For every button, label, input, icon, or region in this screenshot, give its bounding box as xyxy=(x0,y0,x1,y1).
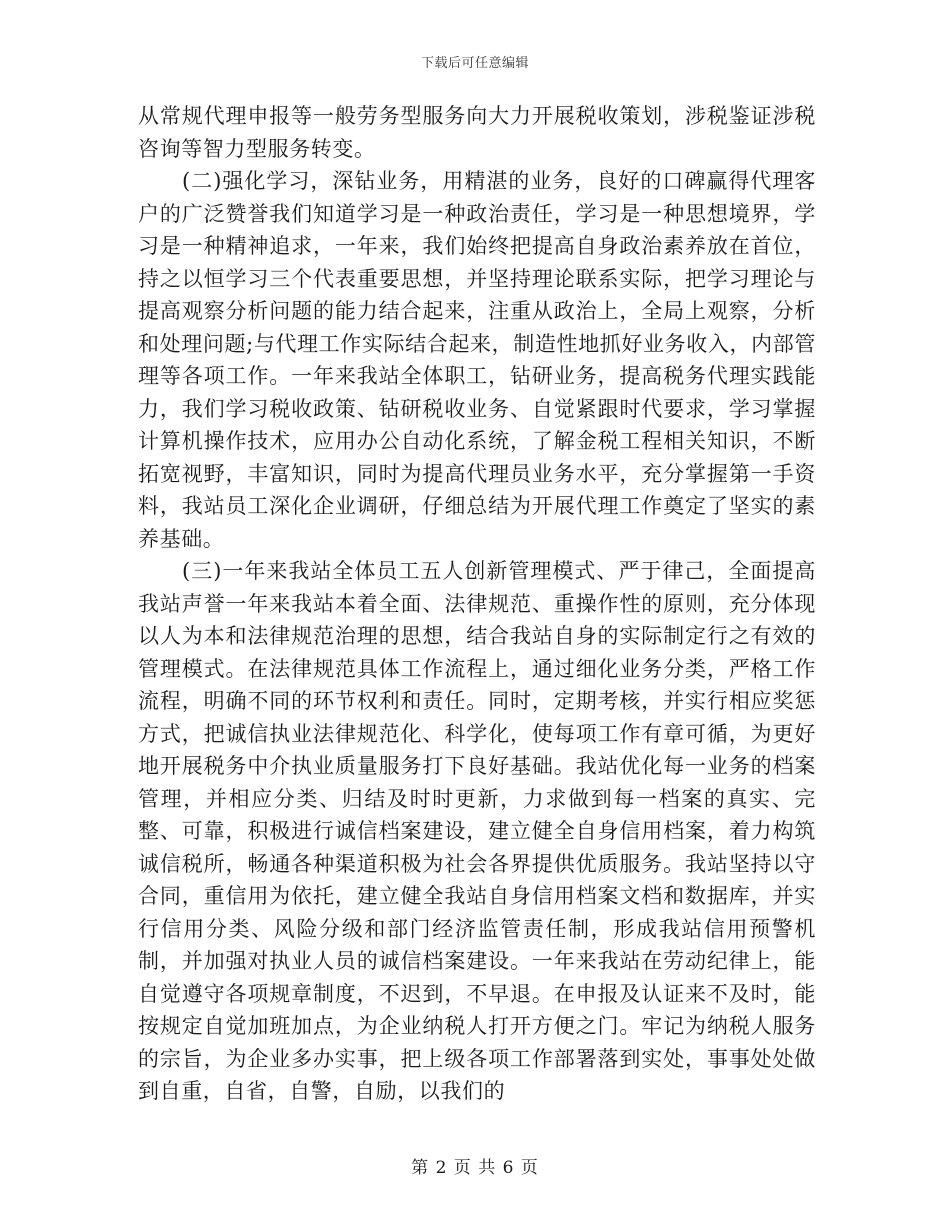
paragraph-section-three: (三)一年来我站全体员工五人创新管理模式、严于律己，全面提高我站声誉一年来我站本着全面、法律规范、重操作性的原则，充分体现以人为本和法律规范治理的思想，结合我站自身的实际制定行之有效的管理模式。在法律规范具体工作流程上，通过细化业务分类，严格工作流程，明确不同的环节权利和责任。同时，定期考核，并实行相应奖惩方式，把诚信执业法律规范化、科学化，使每项工作有章可循，为更好地开展税务中介执业质量服务打下良好基础。我站优化每一业务的档案管理，并相应分类、归结及时时更新，力求做到每一档案的真实、完整、可靠，积极进行诚信档案建设，建立健全自身信用档案，着力构筑诚信税所，畅通各种渠道积极为社会各界提供优质服务。我站坚持以守合同，重信用为依托，建立健全我站自身信用档案文档和数据库，并实行信用分类、风险分级和部门经济监管责任制，形成我站信用预警机制，并加强对执业人员的诚信档案建设。一年来我站在劳动纪律上，能自觉遵守各项规章制度，不迟到，不早退。在申报及认证来不及时，能按规定自觉加班加点，为企业纳税人打开方便之门。牢记为纳税人服务的宗旨，为企业多办实事，把上级各项工作部署落到实处，事事处处做到自重，自省，自警，自励，以我们的 xyxy=(138,559,816,1103)
paragraph-continuation: 从常规代理申报等一般劳务型服务向大力开展税收策划，涉税鉴证涉税咨询等智力型服务转变。 xyxy=(138,104,816,161)
paragraph-section-two: (二)强化学习，深钻业务，用精湛的业务，良好的口碑赢得代理客户的广泛赞誉我们知道学习是一种政治责任，学习是一种思想境界，学习是一种精神追求，一年来，我们始终把提高自身政治素养放在首位，持之以恒学习三个代表重要思想，并坚持理论联系实际，把学习理论与提高观察分析问题的能力结合起来，注重从政治上，全局上观察，分析和处理问题;与代理工作实际结合起来，制造性地抓好业务收入，内部管理等各项工作。一年来我站全体职工，钻研业务，提高税务代理实践能力，我们学习税收政策、钻研税收业务、自觉紧跟时代要求，学习掌握计算机操作技术，应用办公自动化系统，了解金税工程相关知识，不断拓宽视野，丰富知识，同时为提高代理员业务水平，充分掌握第一手资料，我站员工深化企业调研，仔细总结为开展代理工作奠定了坚实的素养基础。 xyxy=(138,169,816,551)
page-number-footer: 第 2 页 共 6 页 xyxy=(411,1158,539,1178)
page-header: 下载后可任意编辑 xyxy=(420,56,529,71)
document-body xyxy=(138,100,816,1108)
